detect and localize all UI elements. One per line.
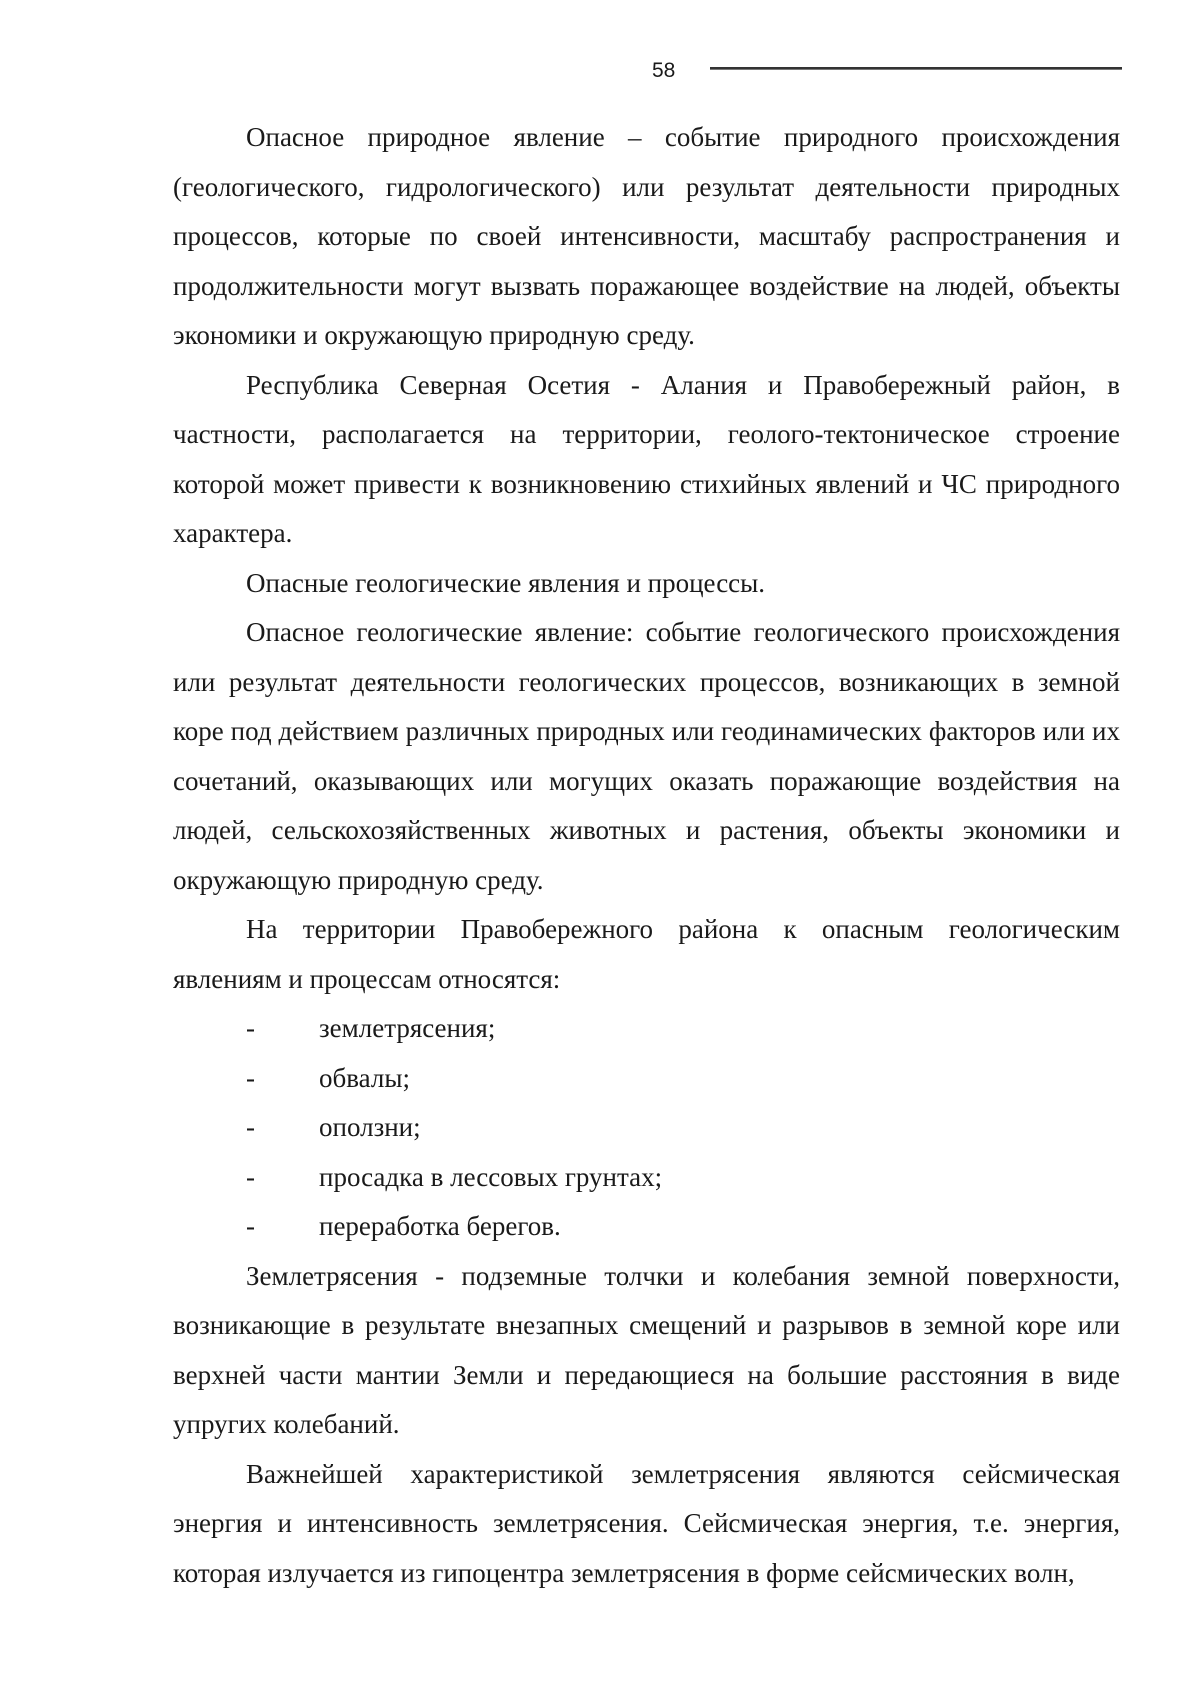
paragraph-republic-location: Республика Северная Осетия - Алания и Правобережный район, в частности, располагается на территории, геолого-тектоническое строение которой может привести к возникновению стихийных явлений и ЧС природного характера. — [173, 369, 1120, 548]
paragraph-seismic-energy: Важнейшей характеристикой землетрясения являются сейсмическая энергия и интенсивность землетрясения. Сейсмическая энергия, т.е. энергия, которая излучается из гипоцентра землетрясения в форме сейсмических волн, — [173, 1458, 1120, 1588]
paragraph-earthquake-definition: Землетрясения - подземные толчки и колебания земной поверхности, возникающие в результате внезапных смещений и разрывов в земной коре или верхней части мантии Земли и передающиеся на большие расстояния в виде упругих колебаний. — [173, 1260, 1120, 1439]
paragraph-hazard-definition: Опасное природное явление – событие природного происхождения (геологического, гидрологического) или результат деятельности природных процессов, которые по своей интенсивности, масштабу распространения и продолжительности могут вызвать поражающее воздействие на людей, объекты экономики и окружающую природную среду. — [173, 122, 1120, 350]
list-item-text: переработка берегов. — [319, 1211, 561, 1241]
list-item — [173, 1202, 1120, 1252]
list-item — [173, 1054, 1120, 1104]
list-item-text: землетрясения; — [319, 1013, 496, 1043]
list-item-text: обвалы; — [319, 1062, 410, 1093]
list-bullet: - — [246, 1013, 255, 1043]
hazard-list — [173, 1004, 1120, 1252]
list-item-text: оползни; — [319, 1112, 421, 1142]
page-body — [173, 113, 1120, 1598]
paragraph-section-heading: Опасные геологические явления и процессы. — [246, 567, 766, 598]
page-header — [640, 56, 1160, 86]
list-bullet: - — [246, 1062, 255, 1093]
paragraph-list-intro: На территории Правобережного района к опасным геологическим явлениям и процессам относятся: — [173, 914, 1120, 994]
list-bullet: - — [246, 1161, 255, 1192]
list-bullet: - — [246, 1112, 255, 1142]
page-number: 58 — [652, 59, 676, 82]
list-item — [173, 1153, 1120, 1203]
list-bullet: - — [246, 1211, 255, 1241]
paragraph-geological-definition: Опасное геологические явление: событие геологического происхождения или результат деятельности геологических процессов, возникающих в земной коре под действием различных природных или геодинамических факторов или их сочетаний, оказывающих или могущих оказать поражающие воздействия на людей, сельскохозяйственных животных и растения, объекты экономики и окружающую природную среду. — [173, 617, 1120, 895]
header-rule — [710, 67, 1122, 70]
list-item — [173, 1103, 1120, 1153]
list-item-text: просадка в лессовых грунтах; — [319, 1161, 663, 1192]
list-item — [173, 1004, 1120, 1054]
